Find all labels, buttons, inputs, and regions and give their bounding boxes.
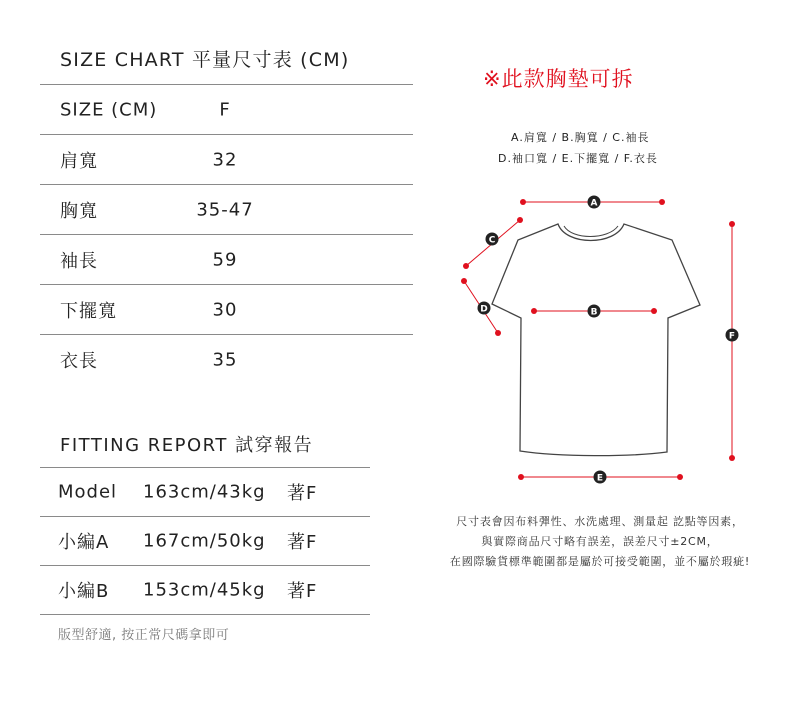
fit-size: 著F	[287, 532, 318, 553]
fitting-note: 版型舒適, 按正常尺碼拿即可	[58, 628, 230, 643]
fit-model: Model	[58, 481, 118, 503]
measure-dot	[518, 474, 524, 480]
size-chart-table	[40, 84, 413, 384]
measure-dot	[517, 217, 523, 223]
removable-pad-note: ※此款胸墊可拆	[483, 67, 634, 91]
marker-b	[588, 305, 601, 318]
fit-row	[40, 566, 370, 614]
size-row-chest	[40, 185, 413, 234]
size-row-length	[40, 335, 413, 384]
marker-e	[594, 471, 607, 484]
size-row-label: 袖長	[60, 250, 98, 272]
marker-c	[486, 233, 499, 246]
tshirt-diagram	[440, 180, 760, 490]
measurement-legend-line1: A.肩寬 / B.胸寬 / C.袖長	[511, 131, 650, 144]
measure-dot	[677, 474, 683, 480]
measure-dot	[461, 278, 467, 284]
measurement-legend-line2: D.袖口寬 / E.下擺寬 / F.衣長	[498, 152, 658, 165]
size-row-value: 30	[212, 299, 238, 320]
measure-dot	[531, 308, 537, 314]
marker-d	[478, 302, 491, 315]
measure-dot	[495, 330, 501, 336]
marker-a	[588, 196, 601, 209]
marker-f-label: F	[728, 331, 736, 342]
size-row-value: 59	[212, 249, 238, 270]
table-rule	[40, 614, 370, 615]
fit-size: 著F	[287, 581, 318, 602]
size-header-label: SIZE (CM)	[60, 99, 158, 120]
marker-e-label: E	[596, 473, 604, 484]
measure-dot	[729, 221, 735, 227]
fit-model: 小編B	[58, 581, 110, 602]
size-row-label: 衣長	[60, 350, 98, 372]
measure-dot	[463, 263, 469, 269]
measure-dot	[729, 455, 735, 461]
fit-measure: 167cm/50kg	[143, 530, 266, 552]
marker-b-label: B	[590, 307, 598, 318]
measure-dot	[659, 199, 665, 205]
size-row-value: 35	[212, 349, 238, 370]
size-chart-title: SIZE CHART 平量尺寸表 (CM)	[60, 49, 350, 71]
marker-d-label: D	[480, 304, 488, 315]
fit-size: 著F	[287, 483, 318, 504]
fit-model: 小編A	[58, 532, 110, 553]
marker-a-label: A	[590, 198, 598, 209]
marker-f	[726, 329, 739, 342]
fit-row	[40, 517, 370, 565]
tshirt-collar	[564, 226, 618, 237]
size-row-label: 下擺寬	[60, 300, 117, 322]
size-header-value: F	[219, 99, 231, 120]
size-row-label: 肩寬	[60, 150, 98, 172]
tshirt-outline	[492, 224, 700, 456]
measure-dot	[651, 308, 657, 314]
fit-measure: 163cm/43kg	[143, 481, 266, 503]
fit-row	[40, 468, 370, 516]
size-row-value: 32	[212, 149, 238, 170]
disclaimer-line: 尺寸表會因布料彈性、水洗處理、測量起 訖點等因素，	[456, 515, 744, 528]
size-row-sleeve	[40, 235, 413, 284]
disclaimer-line: 在國際驗貨標準範圍都是屬於可接受範圍，並不屬於瑕疵!	[449, 555, 751, 568]
fitting-report-title: FITTING REPORT 試穿報告	[60, 435, 314, 456]
size-row-shoulder	[40, 135, 413, 184]
measure-dot	[520, 199, 526, 205]
size-row-hem	[40, 285, 413, 334]
marker-c-label: C	[488, 235, 496, 246]
size-row-label: 胸寬	[60, 200, 98, 222]
disclaimer-line: 與實際商品尺寸略有誤差，誤差尺寸±2CM，	[481, 535, 719, 548]
measurement-disclaimer	[420, 512, 780, 572]
fitting-report-table	[40, 467, 370, 615]
size-table-header	[40, 85, 413, 134]
size-row-value: 35-47	[196, 199, 254, 220]
fit-measure: 153cm/45kg	[143, 579, 266, 601]
